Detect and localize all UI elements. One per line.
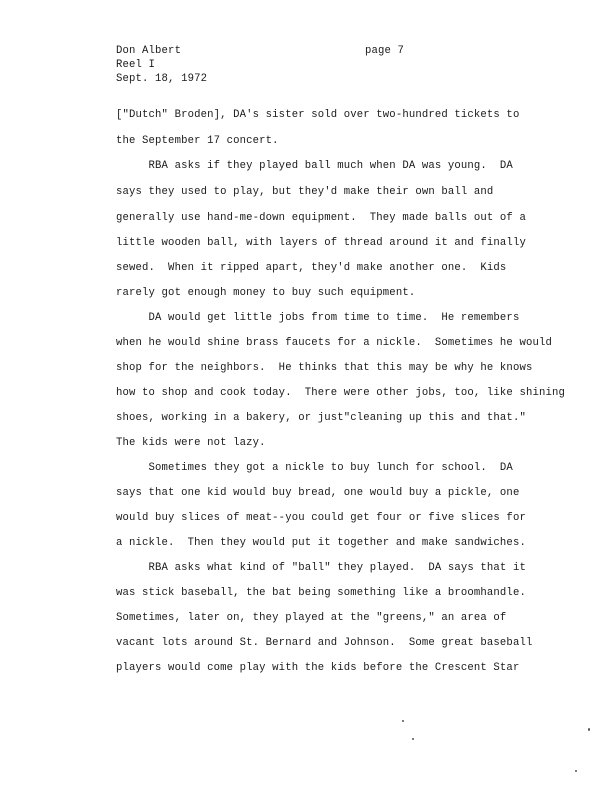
header-reel: Reel I [116,59,156,71]
text-line: rarely got enough money to buy such equipment. [116,287,416,299]
text-line: sewed. When it ripped apart, they'd make another one. Kids [116,262,507,274]
text-line: RBA asks what kind of "ball" they played. DA says that it [116,562,526,574]
text-line: players would come play with the kids before the Crescent Star [116,662,520,674]
text-line: Sometimes they got a nickle to buy lunch for school. DA [116,462,513,474]
text-line: shoes, working in a bakery, or just"cleaning up this and that." [116,412,526,424]
text-line: ["Dutch" Broden], DA's sister sold over two-hundred tickets to [116,109,520,121]
text-line: the September 17 concert. [116,135,279,147]
text-line: generally use hand-me-down equipment. They made balls out of a [116,212,526,224]
text-line: when he would shine brass faucets for a nickle. Sometimes he would [116,337,552,349]
text-line: vacant lots around St. Bernard and Johnson. Some great baseball [116,637,533,649]
header-name: Don Albert [116,45,182,57]
scan-speck [412,738,414,740]
scan-speck [402,720,404,722]
scan-speck [588,728,590,731]
page-number: page 7 [365,45,405,57]
text-line: would buy slices of meat--you could get four or five slices for [116,512,526,524]
text-line: RBA asks if they played ball much when DA was young. DA [116,160,513,172]
text-line: little wooden ball, with layers of thread around it and finally [116,237,526,249]
text-line: was stick baseball, the bat being something like a broomhandle. [116,587,526,599]
text-line: how to shop and cook today. There were other jobs, too, like shining [116,387,566,399]
text-line: a nickle. Then they would put it together and make sandwiches. [116,537,526,549]
text-line: says that one kid would buy bread, one would buy a pickle, one [116,487,520,499]
text-line: DA would get little jobs from time to time. He remembers [116,312,520,324]
scan-speck [575,770,577,772]
header-date: Sept. 18, 1972 [116,73,208,85]
text-line: Sometimes, later on, they played at the "greens," an area of [116,612,507,624]
text-line: shop for the neighbors. He thinks that this may be why he knows [116,362,533,374]
text-line: says they used to play, but they'd make their own ball and [116,186,494,198]
text-line: The kids were not lazy. [116,437,266,449]
